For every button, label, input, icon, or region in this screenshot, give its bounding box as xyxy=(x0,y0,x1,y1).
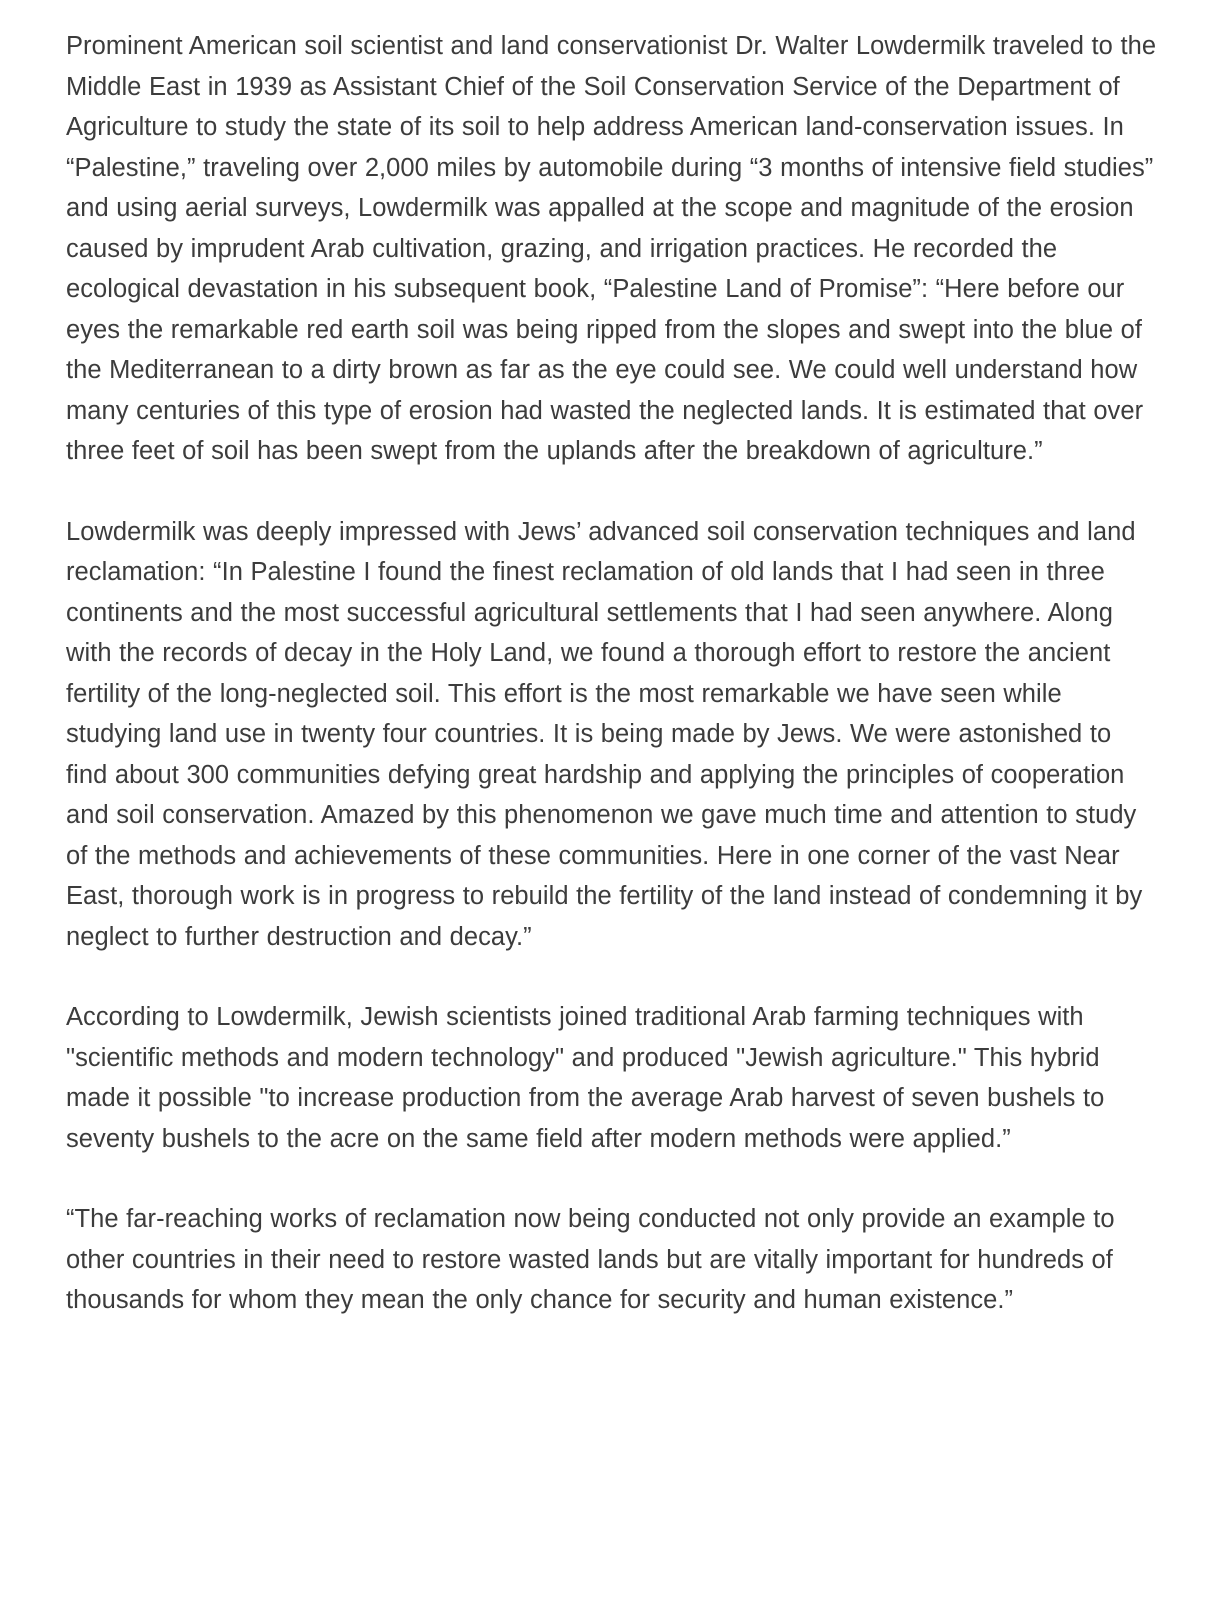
paragraph: Lowdermilk was deeply impressed with Jews’ advanced soil conservation techniques and land reclamation: “In Palestine I found the finest reclamation of old lands that I had seen in three continents and the most successful agricultural settlements that I had seen anywhere. Along with the records of decay in the Holy Land, we found a thorough effort to restore the ancient fertility of the long-neglected soil. This effort is the most remarkable we have seen while studying land use in twenty four countries. It is being made by Jews. We were astonished to find about 300 communities defying great hardship and applying the principles of cooperation and soil conservation. Amazed by this phenomenon we gave much time and attention to study of the methods and achievements of these communities. Here in one corner of the vast Near East, thorough work is in progress to rebuild the fertility of the land instead of condemning it by neglect to further destruction and decay.” xyxy=(66,517,1143,951)
article-body xyxy=(66,26,1159,1321)
paragraph: “The far-reaching works of reclamation now being conducted not only provide an example to other countries in their need to restore wasted lands but are vitally important for hundreds of thousands for whom they mean the only chance for security and human existence.” xyxy=(66,1205,1115,1314)
paragraph: According to Lowdermilk, Jewish scientists joined traditional Arab farming techniques with "scientific methods and modern technology" and produced "Jewish agriculture." This hybrid made it possible "to increase production from the average Arab harvest of seven bushels to seventy bushels to the acre on the same field after modern methods were applied.” xyxy=(66,1003,1105,1153)
paragraph: Prominent American soil scientist and land conservationist Dr. Walter Lowdermilk traveled to the Middle East in 1939 as Assistant Chief of the Soil Conservation Service of the Department of Agriculture to study the state of its soil to help address American land-conservation issues. In “Palestine,” traveling over 2,000 miles by automobile during “3 months of intensive field studies” and using aerial surveys, Lowdermilk was appalled at the scope and magnitude of the erosion caused by imprudent Arab cultivation, grazing, and irrigation practices. He recorded the ecological devastation in his subsequent book, “Palestine Land of Promise”: “Here before our eyes the remarkable red earth soil was being ripped from the slopes and swept into the blue of the Mediterranean to a dirty brown as far as the eye could see. We could well understand how many centuries of this type of erosion had wasted the neglected lands. It is estimated that over three feet of soil has been swept from the uplands after the breakdown of agriculture.” xyxy=(66,32,1157,465)
